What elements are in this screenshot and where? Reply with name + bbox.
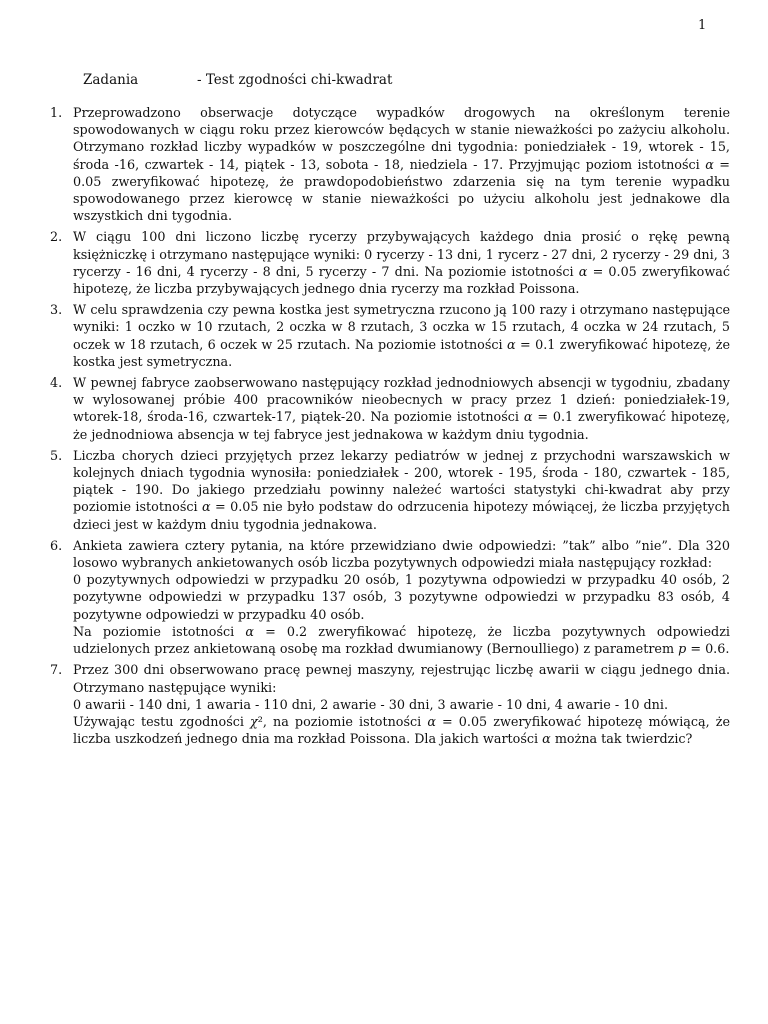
task-paragraph: Na poziomie istotności α = 0.2 zweryfikować hipotezę, że liczba pozytywnych odpowiedzi udzielonych przez ankietowaną osobę ma rozkład dwumianowy (Bernoulliego) z parametrem p = 0.6. xyxy=(73,624,730,658)
page-number: 1 xyxy=(698,18,707,33)
task-item xyxy=(50,448,730,534)
task-paragraph: W pewnej fabryce zaobserwowano następujący rozkład jednodniowych absencji w tygodniu, zbadany w wylosowanej próbie 400 pracowników nieobecnych w pracy przez 1 dzień: poniedziałek-19, wtorek-18, środa-16, czwartek-17, piątek-20. Na poziomie istotności α = 0.1 zweryfikować hipotezę, że jednodniowa absencja w tej fabryce jest jednakowa w każdym dniu tygodnia. xyxy=(73,376,730,443)
task-number: 7. xyxy=(50,663,63,679)
task-item xyxy=(50,538,730,658)
task-paragraph: Przeprowadzono obserwacje dotyczące wypadków drogowych na określonym terenie spowodowanych w ciągu roku przez kierowców będących w stanie nieważkości po zażyciu alkoholu. Otrzymano rozkład liczby wypadków w poszczególne dni tygodnia: poniedziałek - 19, wtorek - 15, środa -16, czwartek - 14, piątek - 13, sobota - 18, niedziela - 17. Przyjmując poziom istotności α = 0.05 zweryfikować hipotezę, że prawdopodobieństwo zdarzenia się na tym terenie wypadku spowodowanego przez kierowcę w stanie nieważkości po użyciu alkoholu jest jednakowe dla wszystkich dni tygodnia. xyxy=(73,106,730,225)
task-paragraph: W ciągu 100 dni liczono liczbę rycerzy przybywających każdego dnia prosić o rękę pewną księżniczkę i otrzymano następujące wyniki: 0 rycerzy - 13 dni, 1 rycerz - 27 dni, 2 rycerzy - 29 dni, 3 rycerzy - 16 dni, 4 rycerzy - 8 dni, 5 rycerzy - 7 dni. Na poziomie istotności α = 0.05 zweryfikować hipotezę, że liczba przybywających jednego dnia rycerzy ma rozkład Poissona. xyxy=(73,230,730,298)
task-number: 4. xyxy=(50,376,63,392)
task-item xyxy=(50,105,730,225)
task-item xyxy=(50,662,730,748)
task-number: 3. xyxy=(50,303,63,319)
task-paragraph: W celu sprawdzenia czy pewna kostka jest symetryczna rzucono ją 100 razy i otrzymano następujące wyniki: 1 oczko w 10 rzutach, 2 oczka w 8 rzutach, 3 oczka w 15 rzutach, 4 oczka w 24 rzutach, 5 oczek w 18 rzutach, 6 oczek w 25 rzutach. Na poziomie istotności α = 0.1 zweryfikować hipotezę, że kostka jest symetryczna. xyxy=(73,303,731,370)
task-number: 6. xyxy=(50,538,63,554)
task-paragraph: Używając testu zgodności χ², na poziomie istotności α = 0.05 zweryfikować hipotezę mówiącą, że liczba uszkodzeń jednego dnia ma rozkład Poissona. Dla jakich wartości α można tak twierdzic? xyxy=(73,714,731,748)
task-number: 5. xyxy=(50,448,63,464)
task-item xyxy=(50,302,730,371)
document-heading xyxy=(83,72,393,88)
task-item xyxy=(50,229,730,298)
task-item xyxy=(50,375,730,444)
task-paragraph: Przez 300 dni obserwowano pracę pewnej maszyny, rejestrując liczbę awarii w ciągu jednego dnia. Otrzymano następujące wyniki: xyxy=(73,663,730,696)
task-list xyxy=(50,105,730,752)
heading-subtitle: - Test zgodności chi-kwadrat xyxy=(197,72,393,88)
task-number: 1. xyxy=(50,106,63,121)
task-paragraph: Liczba chorych dzieci przyjętych przez lekarzy pediatrów w jednej z przychodni warszawskich w kolejnych dniach tygodnia wynosiła: poniedziałek - 200, wtorek - 195, środa - 180, czwartek - 185, piątek - 190. Do jakiego przedziału powinny należeć wartości statystyki chi-kwadrat aby przy poziomie istotności α = 0.05 nie było podstaw do odrzucenia hipotezy mówiącej, że liczba przyjętych dzieci jest w każdym dniu tygodnia jednakowa. xyxy=(73,448,730,533)
task-paragraph: 0 pozytywnych odpowiedzi w przypadku 20 osób, 1 pozytywna odpowiedzi w przypadku 40 osób, 2 pozytywne odpowiedzi w przypadku 137 osób, 3 pozytywne odpowiedzi w przypadku 83 osób, 4 pozytywne odpowiedzi w przypadku 40 osób. xyxy=(73,573,730,623)
heading-title: Zadania xyxy=(83,72,139,88)
task-paragraph: Ankieta zawiera cztery pytania, na które przewidziano dwie odpowiedzi: ”tak” albo ”nie”. Dla 320 losowo wybranych ankietowanych osób liczba pozytywnych odpowiedzi miała następujący rozkład: xyxy=(73,538,730,572)
task-paragraph: 0 awarii - 140 dni, 1 awaria - 110 dni, 2 awarie - 30 dni, 3 awarie - 10 dni, 4 awarie - 10 dni. xyxy=(73,697,668,713)
task-number: 2. xyxy=(50,230,63,246)
